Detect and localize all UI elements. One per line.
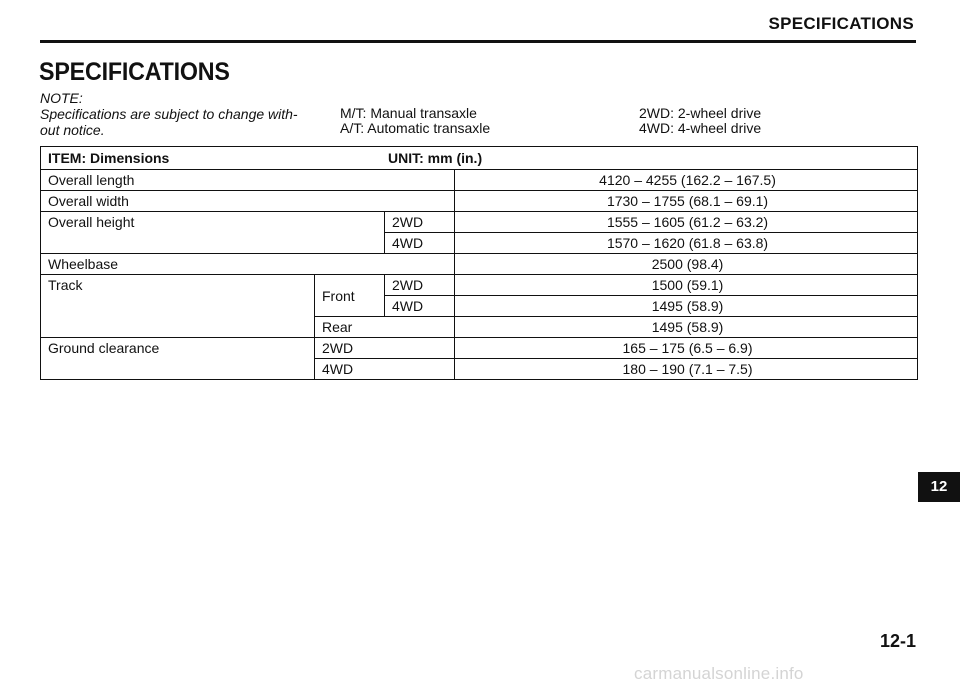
ground-clearance-2wd-value: 165 – 175 (6.5 – 6.9) [455,338,918,359]
wheelbase-label: Wheelbase [41,254,455,275]
table-row [41,338,918,359]
header-rule [40,40,916,43]
transaxle-abbreviations [340,106,490,136]
dimensions-table [40,146,918,380]
running-header: SPECIFICATIONS [768,14,914,33]
track-rear-value: 1495 (58.9) [455,317,918,338]
unit-header: UNIT: mm (in.) [388,150,483,166]
drive-abbreviations [639,106,761,136]
overall-length-label: Overall length [41,170,455,191]
ground-clearance-2wd: 2WD [315,338,455,359]
note-label: NOTE: [40,90,83,106]
table-row [41,254,918,275]
table-row [41,191,918,212]
overall-width-value: 1730 – 1755 (68.1 – 69.1) [455,191,918,212]
page-number: 12-1 [879,631,916,651]
table-row [41,275,918,296]
note-line-1: Specifications are subject to change with- [40,106,298,122]
track-front-2wd-value: 1500 (59.1) [455,275,918,296]
track-rear-label: Rear [315,317,455,338]
section-tab: 12 [918,472,960,502]
ground-clearance-4wd: 4WD [315,359,455,380]
overall-height-2wd: 2WD [385,212,455,233]
track-front-2wd: 2WD [385,275,455,296]
note-block [40,90,310,138]
item-header: ITEM: Dimensions [48,150,170,166]
page-title: SPECIFICATIONS [39,58,230,86]
track-front-label: Front [315,275,385,317]
overall-height-label: Overall height [41,212,385,254]
overall-height-2wd-value: 1555 – 1605 (61.2 – 63.2) [455,212,918,233]
track-front-4wd: 4WD [385,296,455,317]
ground-clearance-label: Ground clearance [41,338,315,380]
overall-height-4wd-value: 1570 – 1620 (61.8 – 63.8) [455,233,918,254]
overall-width-label: Overall width [41,191,455,212]
4wd-abbrev: 4WD: 4-wheel drive [639,120,762,136]
watermark: carmanualsonline.info [634,664,804,683]
table-header-row [41,147,918,170]
table-row [41,170,918,191]
overall-length-value: 4120 – 4255 (162.2 – 167.5) [455,170,918,191]
track-front-4wd-value: 1495 (58.9) [455,296,918,317]
table-header-cell [41,147,918,170]
table-row [41,212,918,233]
wheelbase-value: 2500 (98.4) [455,254,918,275]
2wd-abbrev: 2WD: 2-wheel drive [639,105,762,121]
mt-abbrev: M/T: Manual transaxle [340,105,477,121]
overall-height-4wd: 4WD [385,233,455,254]
ground-clearance-4wd-value: 180 – 190 (7.1 – 7.5) [455,359,918,380]
note-line-2: out notice. [40,122,105,138]
track-label: Track [41,275,315,338]
at-abbrev: A/T: Automatic transaxle [340,120,491,136]
